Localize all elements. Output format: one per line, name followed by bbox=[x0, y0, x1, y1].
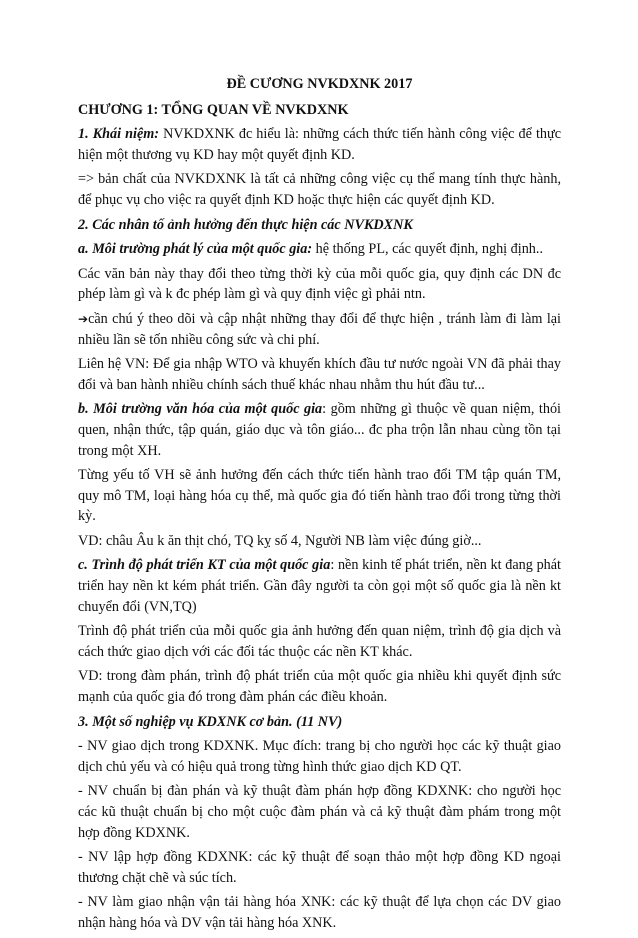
paragraph-2a-2 bbox=[78, 309, 561, 350]
section-2c-text: : nền kinh tế phát triển, nền kt đang phát triển hay nền kt kém phát triển. Gần đây người ta còn gọi một số quốc gia là nền kt chuyển đổi (VN,TQ) bbox=[78, 557, 561, 615]
list-item: - NV lập hợp đồng KDXNK: các kỹ thuật để soạn thảo một hợp đồng KD ngoại thương chặt chẽ và súc tích. bbox=[78, 849, 561, 886]
section-1-heading: 1. Khái niệm: bbox=[78, 126, 160, 143]
section-2-heading: 2. Các nhân tố ảnh hưởng đến thực hiện các NVKDXNK bbox=[78, 216, 413, 233]
paragraph-2b bbox=[78, 399, 561, 461]
paragraph-2b-2: VD: châu Âu k ăn thịt chó, TQ kỵ số 4, Người NB làm việc đúng giờ... bbox=[78, 532, 482, 549]
paragraph-2b-1: Từng yếu tố VH sẽ ảnh hưởng đến cách thức tiến hành trao đổi TM tập quán TM, quy mô TM, loại hàng hóa cụ thể, mà quốc gia đó tiến hành trao đổi trong từng thời kỳ. bbox=[78, 467, 561, 525]
chapter-heading: CHƯƠNG 1: TỔNG QUAN VỀ NVKDXNK bbox=[78, 101, 349, 118]
paragraph-2a-1: Các văn bản này thay đổi theo từng thời kỳ của mỗi quốc gia, quy định các DN đc phép làm gì và k đc phép làm gì và quy định việc gì phải ntn. bbox=[78, 265, 561, 303]
paragraph-2a-2-text: cần chú ý theo dõi và cập nhật những thay đổi để thực hiện , tránh làm đi làm lại nhiều lần sẽ tốn nhiều công sức và chi phí. bbox=[78, 310, 561, 348]
paragraph-2a-3: Liên hệ VN: Để gia nhập WTO và khuyến khích đầu tư nước ngoài VN đã phải thay đổi và ban hành nhiều chính sách thuế khác nhau nhằm thu hút đầu tư... bbox=[78, 356, 561, 393]
list-item: - NV làm giao nhận vận tải hàng hóa XNK: các kỹ thuật để lựa chọn các DV giao nhận hàng hóa và DV vận tải hàng hóa XNK. bbox=[78, 894, 561, 931]
document-title: ĐỀ CƯƠNG NVKDXNK 2017 bbox=[226, 76, 413, 92]
section-2b-heading: b. Môi trường văn hóa của một quốc gia bbox=[78, 401, 323, 418]
list-item: - NV chuẩn bị đàn phán và kỹ thuật đàm phán hợp đồng KDXNK: cho người học các kũ thuật chuẩn bị cho một cuộc đàm phán và cả kỹ thuật đàm phám trong một hợp đồng KDXNK. bbox=[78, 783, 561, 841]
paragraph-essence: => bản chất của NVKDXNK là tất cả những công việc cụ thể mang tính thực hành, để phục vụ cho việc ra quyết định KD hoặc thực hiện các quyết định KD. bbox=[78, 171, 561, 208]
list-item: - NV giao dịch trong KDXNK. Mục đích: trang bị cho người học các kỹ thuật giao dịch chủ yếu và có hiệu quả trong từng hình thức giao dịch KD QT. bbox=[78, 738, 561, 775]
paragraph-2a bbox=[78, 239, 561, 260]
section-2a-heading: a. Môi trường phát lý của một quốc gia: bbox=[78, 241, 313, 258]
section-2c-heading: c. Trình độ phát triển KT của một quốc gia bbox=[78, 557, 331, 574]
arrow-icon: ➔ bbox=[78, 311, 89, 326]
paragraph-2c bbox=[78, 555, 561, 617]
section-3-heading: 3. Một số nghiệp vụ KDXNK cơ bản. (11 NV) bbox=[78, 713, 343, 730]
paragraph-2c-1: Trình độ phát triển của mỗi quốc gia ảnh hưởng đến quan niệm, trình độ gia dịch và cách thức giao dịch với các đối tác thuộc các nền KT khác. bbox=[78, 623, 561, 660]
paragraph-2c-2: VD: trong đàm phán, trình độ phát triển của một quốc gia nhiều khi quyết định sức mạnh của quốc gia đó trong đàm phán các điều khoản. bbox=[78, 668, 561, 706]
section-1-text: NVKDXNK đc hiểu là: những cách thức tiến hành công việc để thực hiện một thương vụ KD hay một quyết định KD. bbox=[78, 126, 561, 163]
paragraph-concept bbox=[78, 124, 561, 165]
section-2b-text: : gồm những gì thuộc về quan niệm, thói quen, nhận thức, tập quán, giáo dục và tôn giáo... đc pha trộn lẫn nhau cùng tồn tại trong một XH. bbox=[78, 401, 561, 459]
section-2a-text: hệ thống PL, các quyết định, nghị định.. bbox=[312, 241, 543, 258]
document-page bbox=[78, 74, 561, 938]
